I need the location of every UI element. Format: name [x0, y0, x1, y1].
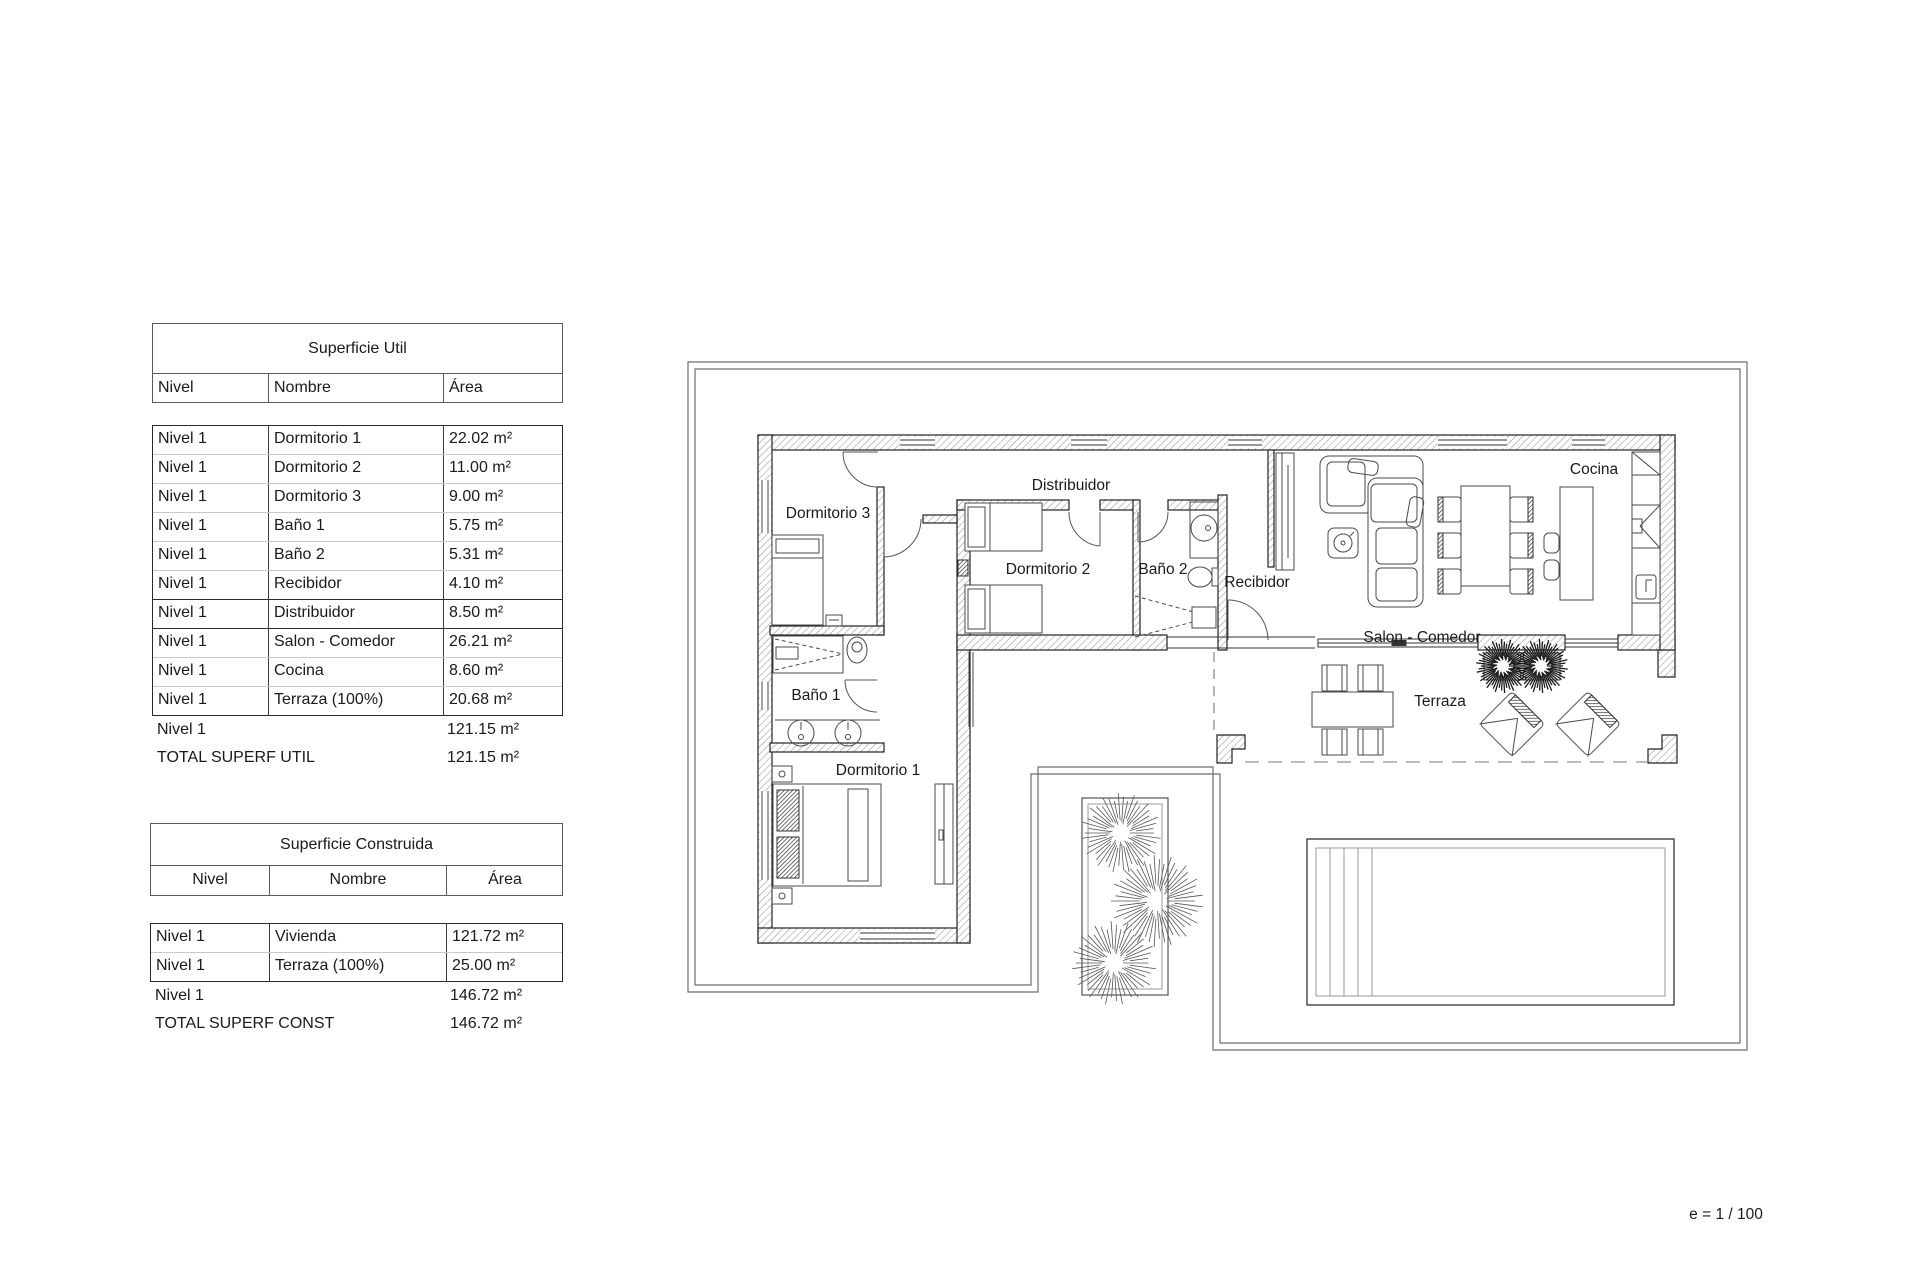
room-label-dormitorio-3: Dormitorio 3	[785, 505, 871, 522]
total-row: TOTAL SUPERF CONST 146.72 m²	[155, 1015, 523, 1032]
col-header-nombre: Nombre	[268, 374, 443, 402]
room-label-recibidor: Recibidor	[1224, 574, 1290, 591]
swimming-pool	[1307, 839, 1674, 1005]
table-row: Nivel 1 Cocina 8.60 m²	[153, 658, 562, 687]
table-row: Nivel 1 Dormitorio 2 11.00 m²	[153, 455, 562, 484]
col-header-area: Área	[443, 374, 562, 402]
col-header-nombre: Nombre	[269, 866, 446, 895]
subtotal-row: Nivel 1 146.72 m²	[155, 987, 523, 1004]
table-row: Nivel 1 Baño 1 5.75 m²	[153, 513, 562, 542]
superficie-util-title: Superficie Util	[153, 324, 562, 374]
room-label-distribuidor: Distribuidor	[1031, 477, 1111, 494]
room-label-dormitorio-2: Dormitorio 2	[1005, 561, 1091, 578]
total-row: TOTAL SUPERF UTIL 121.15 m²	[157, 749, 520, 766]
table-row: Nivel 1 Distribuidor 8.50 m²	[153, 600, 562, 629]
room-label-dormitorio-1: Dormitorio 1	[835, 762, 921, 779]
subtotal-row: Nivel 1 121.15 m²	[157, 721, 520, 738]
table-row: Nivel 1 Terraza (100%) 25.00 m²	[151, 953, 562, 981]
table-row: Nivel 1 Baño 2 5.31 m²	[153, 542, 562, 571]
room-label-terraza: Terraza	[1414, 693, 1466, 710]
room-label-cocina: Cocina	[1569, 461, 1619, 478]
col-header-area: Área	[446, 866, 563, 895]
room-label-bano-1: Baño 1	[791, 687, 841, 704]
terrace-furniture	[1312, 653, 1621, 757]
table-row: Nivel 1 Salon - Comedor 26.21 m²	[153, 629, 562, 658]
col-header-nivel: Nivel	[158, 379, 194, 396]
room-label-salon-comedor: Salon - Comedor	[1363, 629, 1481, 646]
table-row: Nivel 1 Dormitorio 1 22.02 m²	[153, 426, 562, 455]
table-row: Nivel 1 Terraza (100%) 20.68 m²	[153, 687, 562, 715]
table-row: Nivel 1 Dormitorio 3 9.00 m²	[153, 484, 562, 513]
table-row: Nivel 1 Recibidor 4.10 m²	[153, 571, 562, 600]
scale-note: e = 1 / 100	[1689, 1206, 1763, 1223]
col-header-nivel: Nivel	[192, 871, 228, 888]
room-label-bano-2: Baño 2	[1138, 561, 1188, 578]
table-row: Nivel 1 Vivienda 121.72 m²	[151, 924, 562, 953]
superficie-construida-title: Superficie Construida	[151, 824, 562, 866]
